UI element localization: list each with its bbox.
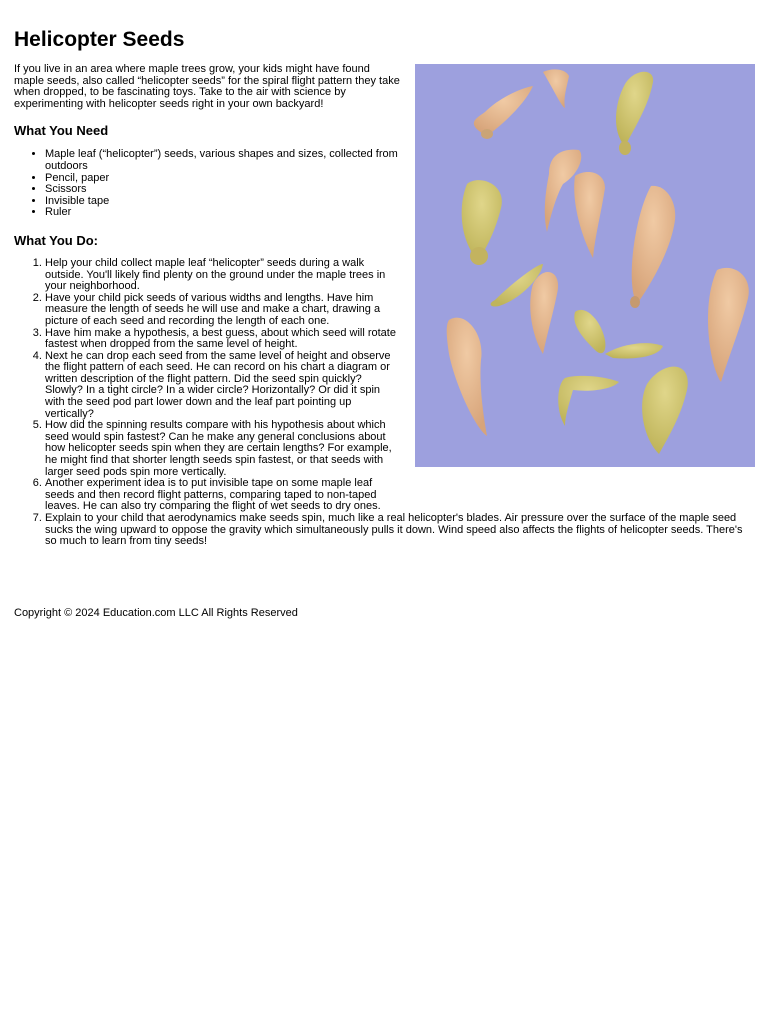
materials-list <box>14 149 400 219</box>
what-you-do-heading: What You Do: <box>14 232 99 248</box>
list-item: • Maple leaf (“helicopter”) seeds, various shapes and sizes, collected from outdoors <box>45 149 400 172</box>
list-item: 5. How did the spinning results compare with his hypothesis about which seed would spin fastest? Can he make any general conclusions about how helicopter seeds spin when they are certain lengths? For example, he might find that shorter length seeds spin fastest, or that seeds with larger seed pods spin more vertically. <box>45 420 400 478</box>
list-item: 7. Explain to your child that aerodynamics make seeds spin, much like a real helicopter's blades. Air pressure over the surface of the maple seed sucks the wing upward to oppose the gravity which simultaneously pulls it down. Wind speed also affects the flights of helicopter seeds. There's so much to learn from tiny seeds! <box>45 513 756 548</box>
list-item: • Ruler <box>45 207 400 219</box>
list-item: • Scissors <box>45 184 400 196</box>
list-item: 6. Another experiment idea is to put invisible tape on some maple leaf seeds and then record flight patterns, comparing taped to non-taped leaves. He can also try comparing the flight of wet seeds to dry ones. <box>45 478 400 513</box>
intro-paragraph: If you live in an area where maple trees grow, your kids might have found maple seeds, also called “helicopter seeds” for the spiral flight pattern they take when dropped, to be fascinating toys. Take to the air with science by experimenting with helicopter seeds right in your own backyard! <box>14 63 400 110</box>
steps-list <box>14 258 756 548</box>
list-item: 4. Next he can drop each seed from the same level of height and observe the flight pattern of each seed. He can record on his chart a diagram or written description of the flight pattern. Did the seed spin quickly? Slowly? In a tight circle? In a wider circle? Horizontally? Or did it spin with the seed pod part lower down and the leaf part pointing up vertically? <box>45 351 400 421</box>
list-item: 1. Help your child collect maple leaf “helicopter” seeds during a walk outside. You'll likely find plenty on the ground under the maple trees in your neighborhood. <box>45 258 400 293</box>
list-item: • Invisible tape <box>45 196 400 208</box>
list-item: 3. Have him make a hypothesis, a best guess, about which seed will rotate fastest when dropped from the same level of height. <box>45 328 400 351</box>
page-title: Helicopter Seeds <box>14 28 185 51</box>
article-body <box>14 64 756 548</box>
what-you-need-heading: What You Need <box>14 123 109 139</box>
copyright-notice: Copyright © 2024 Education.com LLC All Rights Reserved <box>14 607 298 619</box>
list-item: 2. Have your child pick seeds of various widths and lengths. Have him measure the length of seeds he will use and make a chart, drawing a picture of each seed and recording the length of each one. <box>45 293 400 328</box>
list-item: • Pencil, paper <box>45 173 400 185</box>
